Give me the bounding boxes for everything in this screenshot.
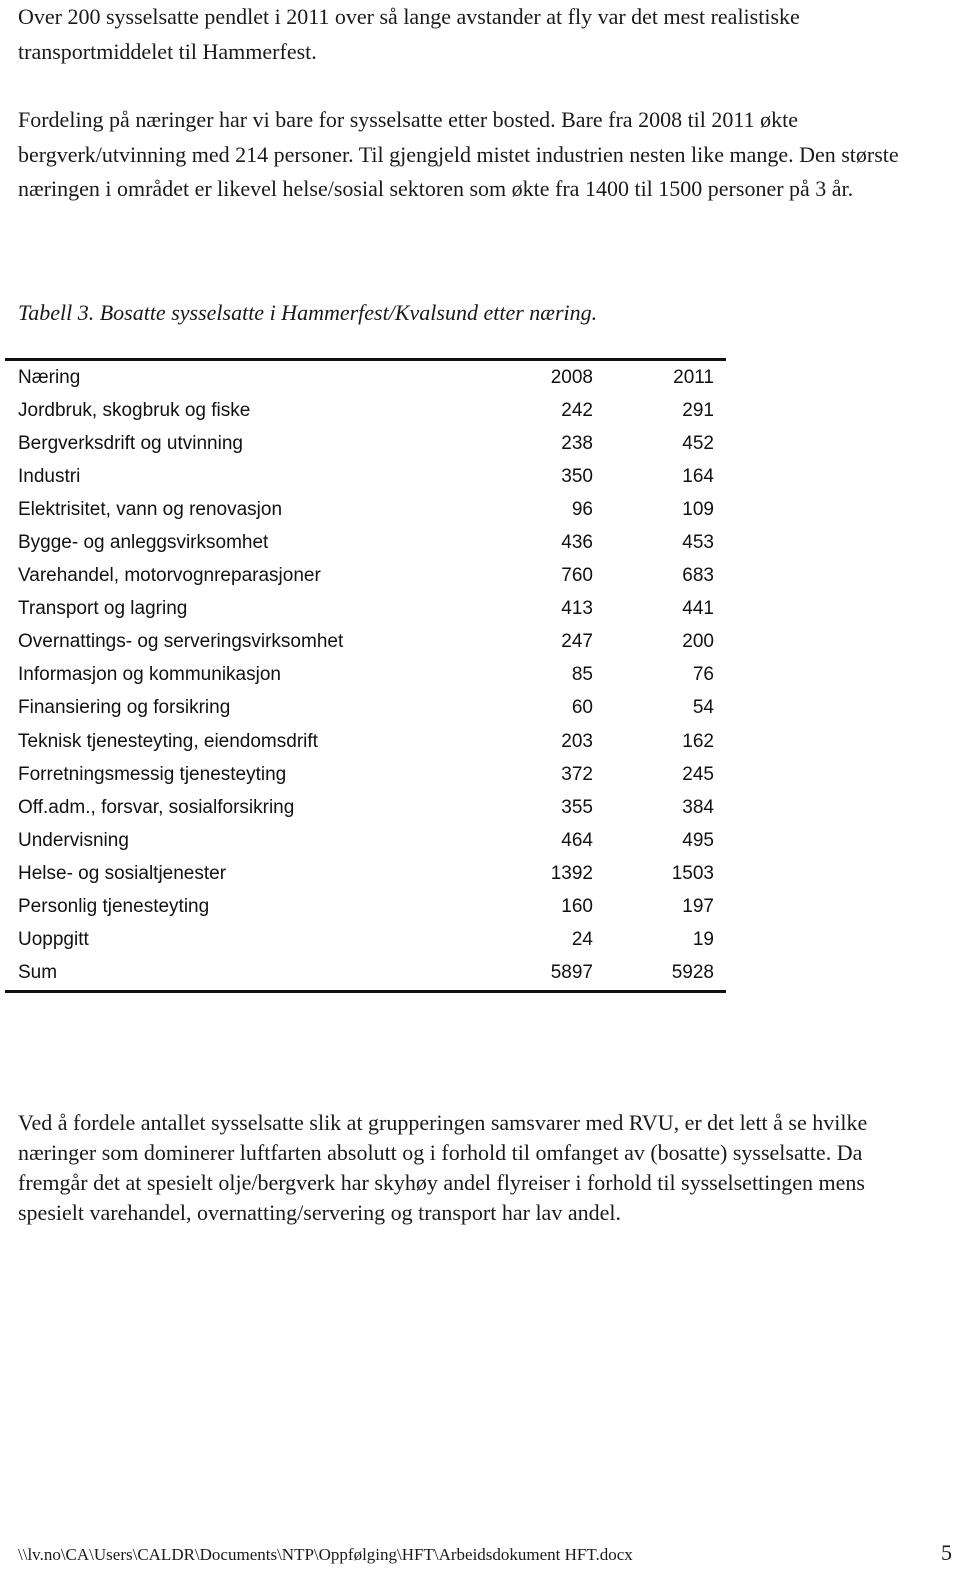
row-value-2008: 96	[571, 498, 593, 520]
row-name: Teknisk tjenesteyting, eiendomsdrift	[18, 730, 318, 752]
row-value-2011: 495	[682, 829, 714, 851]
header-2008: 2008	[550, 366, 593, 388]
row-name: Elektrisitet, vann og renovasjon	[18, 498, 283, 520]
row-value-2008: 203	[561, 730, 593, 752]
row-value-2008: 355	[561, 796, 593, 818]
row-value-2008: 760	[561, 565, 593, 587]
row-value-2008: 464	[561, 829, 593, 851]
row-value-2011: 19	[692, 929, 714, 951]
row-value-2008: 1392	[550, 862, 593, 884]
table-row	[5, 460, 726, 493]
table-row	[5, 791, 726, 824]
row-value-2011: 245	[682, 763, 714, 785]
row-value-2011: 291	[682, 399, 714, 421]
row-value-2011: 683	[682, 565, 714, 587]
row-value-2008: 247	[561, 631, 593, 653]
table-row	[5, 659, 726, 692]
row-value-2008: 238	[561, 432, 593, 454]
row-name: Jordbruk, skogbruk og fiske	[18, 399, 251, 421]
row-value-2011: 162	[682, 730, 714, 752]
table-row	[5, 692, 726, 725]
row-name: Undervisning	[18, 829, 129, 851]
row-value-2011: 197	[682, 896, 714, 918]
row-value-2011: 54	[692, 697, 714, 719]
row-value-2011: 200	[682, 631, 714, 653]
row-name: Uoppgitt	[18, 929, 89, 951]
row-value-2011: 164	[682, 465, 714, 487]
table-row	[5, 957, 726, 992]
row-value-2011: 1503	[671, 862, 714, 884]
table-row	[5, 725, 726, 758]
table-caption: Tabell 3. Bosatte sysselsatte i Hammerfest/Kvalsund etter næring.	[18, 300, 598, 325]
table-row	[5, 924, 726, 957]
row-name: Personlig tjenesteyting	[18, 896, 210, 918]
table-row	[5, 526, 726, 559]
row-value-2011: 5928	[671, 962, 714, 984]
table-row	[5, 394, 726, 427]
row-name: Forretningsmessig tjenesteyting	[18, 763, 287, 785]
outro-paragraph: Ved å fordele antallet sysselsatte slik at grupperingen samsvarer med RVU, er det lett å se hvilke næringer som dominerer luftfarten absolutt og i forhold til omfanget av (bosatte) sysselsatte. Da fremgår det at spesielt olje/bergverk har skyhøy andel flyreiser i forhold til sysselsettingen mens spesielt varehandel, overnatting/servering og transport har lav andel.	[18, 1110, 868, 1225]
row-name: Bergverksdrift og utvinning	[18, 432, 243, 454]
footer-file-path: \\lv.no\CA\Users\CALDR\Documents\NTP\Oppfølging\HFT\Arbeidsdokument HFT.docx	[18, 1545, 633, 1564]
table-header-row	[5, 360, 726, 395]
row-name: Sum	[18, 962, 58, 984]
table-row	[5, 857, 726, 890]
table-body	[5, 394, 726, 991]
row-name: Varehandel, motorvognreparasjoner	[18, 565, 321, 587]
intro-paragraph-2: Fordeling på næringer har vi bare for sysselsatte etter bosted. Bare fra 2008 til 2011 økte bergverk/utvinning med 214 personer. Til gjengjeld mistet industrien nesten like mange. Den største næringen i området er likevel helse/sosial sektoren som økte fra 1400 til 1500 personer på 3 år.	[18, 107, 899, 201]
row-value-2008: 5897	[550, 962, 593, 984]
table-row	[5, 824, 726, 857]
row-name: Transport og lagring	[18, 598, 188, 620]
row-value-2008: 242	[561, 399, 593, 421]
table-row	[5, 593, 726, 626]
header-naering: Næring	[18, 366, 81, 388]
table-row	[5, 891, 726, 924]
row-name: Helse- og sosialtjenester	[18, 862, 227, 884]
table-row	[5, 493, 726, 526]
row-value-2008: 372	[561, 763, 593, 785]
row-value-2008: 160	[561, 896, 593, 918]
row-value-2008: 436	[561, 532, 593, 554]
row-name: Overnattings- og serveringsvirksomhet	[18, 631, 344, 653]
row-name: Bygge- og anleggsvirksomhet	[18, 532, 269, 554]
row-value-2011: 441	[682, 598, 714, 620]
row-name: Informasjon og kommunikasjon	[18, 664, 281, 686]
table-row	[5, 427, 726, 460]
row-value-2008: 24	[571, 929, 593, 951]
intro-text	[18, 0, 918, 207]
row-value-2011: 453	[682, 532, 714, 554]
header-2011: 2011	[673, 366, 714, 388]
row-value-2008: 350	[561, 465, 593, 487]
row-value-2008: 60	[571, 697, 593, 719]
row-name: Industri	[18, 465, 81, 487]
page-number: 5	[941, 1540, 952, 1565]
table-row	[5, 626, 726, 659]
table-row	[5, 560, 726, 593]
row-name: Off.adm., forsvar, sosialforsikring	[18, 796, 295, 818]
row-value-2011: 109	[682, 498, 714, 520]
row-value-2011: 384	[682, 796, 714, 818]
row-value-2008: 413	[561, 598, 593, 620]
row-value-2011: 452	[682, 432, 714, 454]
intro-paragraph-1: Over 200 sysselsatte pendlet i 2011 over så lange avstander at fly var det mest realistiske transportmiddelet til Hammerfest.	[18, 4, 800, 64]
employment-table	[5, 358, 726, 993]
row-value-2008: 85	[571, 664, 593, 686]
row-value-2011: 76	[692, 664, 714, 686]
row-name: Finansiering og forsikring	[18, 697, 231, 719]
table-row	[5, 758, 726, 791]
